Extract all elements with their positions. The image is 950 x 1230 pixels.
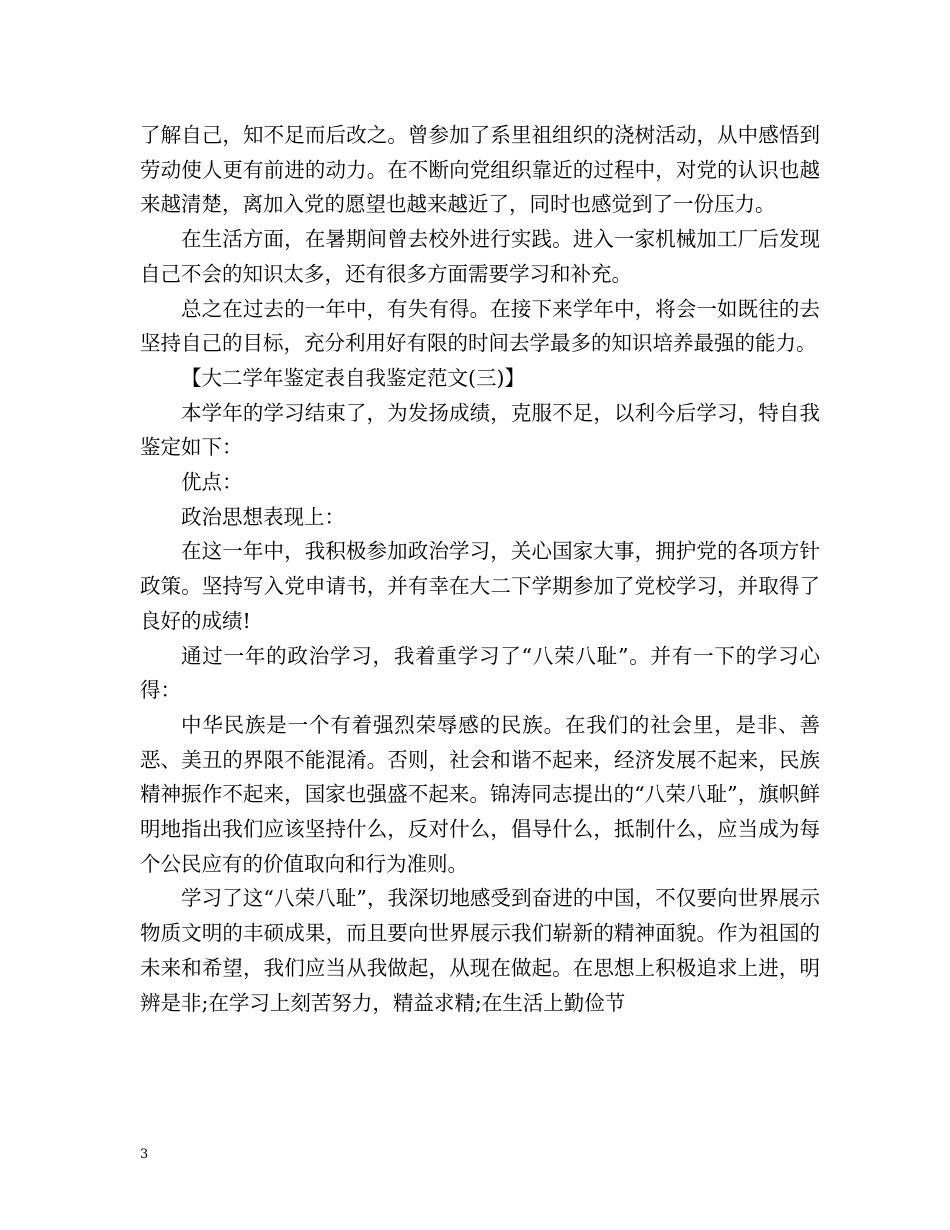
paragraph-2: 在生活方面，在暑期间曾去校外进行实践。进入一家机械加工厂后发现自己不会的知识太多，还有很多方面需要学习和补充。: [140, 227, 820, 286]
paragraph-8: 在这一年中，我积极参加政治学习，关心国家大事，拥护党的各项方针政策。坚持写入党申请书，并有幸在大二下学期参加了党校学习，并取得了良好的成绩!: [140, 539, 820, 633]
paragraph-11: 学习了这“八荣八耻”，我深切地感受到奋进的中国，不仅要向世界展示物质文明的丰硕成果，而且要向世界展示我们崭新的精神面貌。作为祖国的未来和希望，我们应当从我做起，从现在做起。在思想上积极追求上进，明辨是非;在学习上刻苦努力，精益求精;在生活上勤俭节: [140, 886, 820, 1015]
paragraph-9: 通过一年的政治学习，我着重学习了“八荣八耻”。并有一下的学习心得：: [140, 643, 820, 703]
page-number: 3: [140, 1147, 149, 1162]
paragraph-7: 政治思想表现上：: [181, 504, 345, 529]
paragraph-5: 本学年的学习结束了，为发扬成绩，克服不足，以利今后学习，特自我鉴定如下：: [140, 400, 820, 460]
paragraph-6: 优点：: [181, 470, 243, 495]
paragraph-3: 总之在过去的一年中，有失有得。在接下来学年中，将会一如既往的去坚持自己的目标，充分利用好有限的时间去学最多的知识培养最强的能力。: [140, 296, 820, 356]
section-heading: 【大二学年鉴定表自我鉴定范文(三)】: [181, 365, 525, 390]
document-body: [140, 118, 820, 1020]
paragraph-1: 了解自己，知不足而后改之。曾参加了系里祖组织的浇树活动，从中感悟到劳动使人更有前进的动力。在不断向党组织靠近的过程中，对党的认识也越来越清楚，离加入党的愿望也越来越近了，同时也感觉到了一份压力。: [140, 123, 820, 217]
paragraph-10: 中华民族是一个有着强烈荣辱感的民族。在我们的社会里，是非、善恶、美丑的界限不能混淆。否则，社会和谐不起来，经济发展不起来，民族精神振作不起来，国家也强盛不起来。锦涛同志提出的“八荣八耻”，旗帜鲜明地指出我们应该坚持什么，反对什么，倡导什么，抵制什么，应当成为每个公民应有的价值取向和行为准则。: [140, 712, 820, 876]
